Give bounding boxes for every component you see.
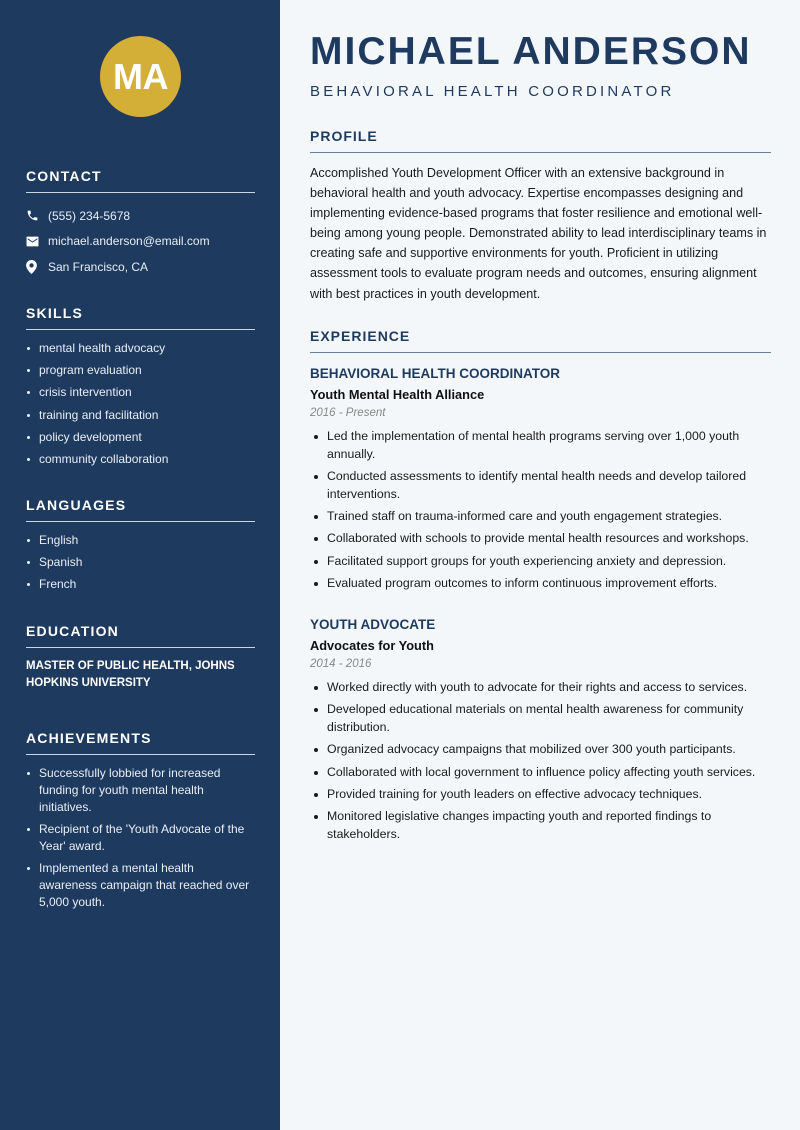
job-bullet: Organized advocacy campaigns that mobilized over 300 youth participants. (310, 741, 771, 759)
languages-heading: LANGUAGES (26, 497, 255, 522)
language-item: Spanish (26, 554, 255, 571)
job-bullet: Trained staff on trauma-informed care and youth engagement strategies. (310, 508, 771, 526)
email-text: michael.anderson@email.com (48, 234, 210, 249)
profile-heading: PROFILE (310, 128, 771, 153)
languages-section (26, 497, 255, 599)
location-text: San Francisco, CA (48, 259, 149, 274)
job-company: Youth Mental Health Alliance (310, 387, 485, 402)
job-bullet: Collaborated with schools to provide mental health resources and workshops. (310, 530, 771, 548)
contact-section (26, 168, 255, 280)
achievements-list (26, 765, 255, 911)
job-dates: 2016 - Present (310, 407, 386, 419)
job-dates: 2014 - 2016 (310, 658, 372, 670)
location-pin-icon (26, 260, 48, 274)
job-title: YOUTH ADVOCATE (310, 617, 436, 632)
job-bullet: Developed educational materials on mental health awareness for community distribution. (310, 701, 771, 737)
contact-location (26, 254, 255, 280)
language-item: French (26, 576, 255, 593)
skills-heading: SKILLS (26, 305, 255, 330)
contact-email (26, 229, 255, 255)
job-bullet: Facilitated support groups for youth experiencing anxiety and depression. (310, 553, 771, 571)
job-bullets (310, 428, 771, 593)
avatar-initials: MA (113, 55, 168, 97)
skill-item: program evaluation (26, 362, 255, 379)
skills-section (26, 305, 255, 473)
experience-heading: EXPERIENCE (310, 328, 771, 353)
job-bullet: Worked directly with youth to advocate for their rights and access to services. (310, 679, 771, 697)
candidate-name: MICHAEL ANDERSON (310, 30, 752, 73)
phone-text: (555) 234-5678 (48, 208, 131, 223)
education-degree: MASTER OF PUBLIC HEALTH, JOHNS HOPKINS UNIVERSITY (26, 660, 235, 689)
phone-icon (26, 209, 48, 222)
email-icon (26, 236, 48, 247)
contact-phone (26, 203, 255, 229)
sidebar (0, 0, 280, 1130)
job-company: Advocates for Youth (310, 638, 434, 653)
job-bullets (310, 679, 771, 844)
contact-heading: CONTACT (26, 168, 255, 193)
languages-list (26, 532, 255, 593)
skill-item: training and facilitation (26, 407, 255, 424)
job-bullet: Led the implementation of mental health programs serving over 1,000 youth annually. (310, 428, 771, 464)
skill-item: policy development (26, 429, 255, 446)
job-bullet: Conducted assessments to identify mental health needs and develop tailored interventions. (310, 468, 771, 504)
achievement-item: Implemented a mental health awareness campaign that reached over 5,000 youth. (26, 860, 255, 911)
job-bullet: Monitored legislative changes impacting youth and reported findings to stakeholders. (310, 808, 771, 844)
skill-item: community collaboration (26, 451, 255, 468)
skills-list (26, 340, 255, 468)
job-entry (310, 366, 771, 597)
education-heading: EDUCATION (26, 623, 255, 648)
achievements-section (26, 730, 255, 917)
skill-item: mental health advocacy (26, 340, 255, 357)
job-bullet: Collaborated with local government to influence policy affecting youth services. (310, 764, 771, 782)
achievement-item: Recipient of the 'Youth Advocate of the Year' award. (26, 821, 255, 855)
language-item: English (26, 532, 255, 549)
candidate-title: BEHAVIORAL HEALTH COORDINATOR (310, 83, 675, 100)
job-title: BEHAVIORAL HEALTH COORDINATOR (310, 366, 561, 381)
achievements-heading: ACHIEVEMENTS (26, 730, 255, 755)
job-entry (310, 617, 771, 848)
avatar (100, 36, 181, 117)
job-bullet: Evaluated program outcomes to inform continuous improvement efforts. (310, 575, 771, 593)
education-section (26, 623, 255, 692)
job-bullet: Provided training for youth leaders on effective advocacy techniques. (310, 786, 771, 804)
skill-item: crisis intervention (26, 384, 255, 401)
profile-text: Accomplished Youth Development Officer with an extensive background in behavioral health and youth advocacy. Expertise encompasses designing and implementing evidence-based programs that foster resilience and emotional well-being among young people. Demonstrated ability to lead interdisciplinary teams in creating safe and supportive environments for youth. Proficient in utilizing assessment tools to evaluate program needs and outcomes, ensuring alignment with best practices in youth development. (310, 166, 767, 301)
achievement-item: Successfully lobbied for increased funding for youth mental health initiatives. (26, 765, 255, 816)
